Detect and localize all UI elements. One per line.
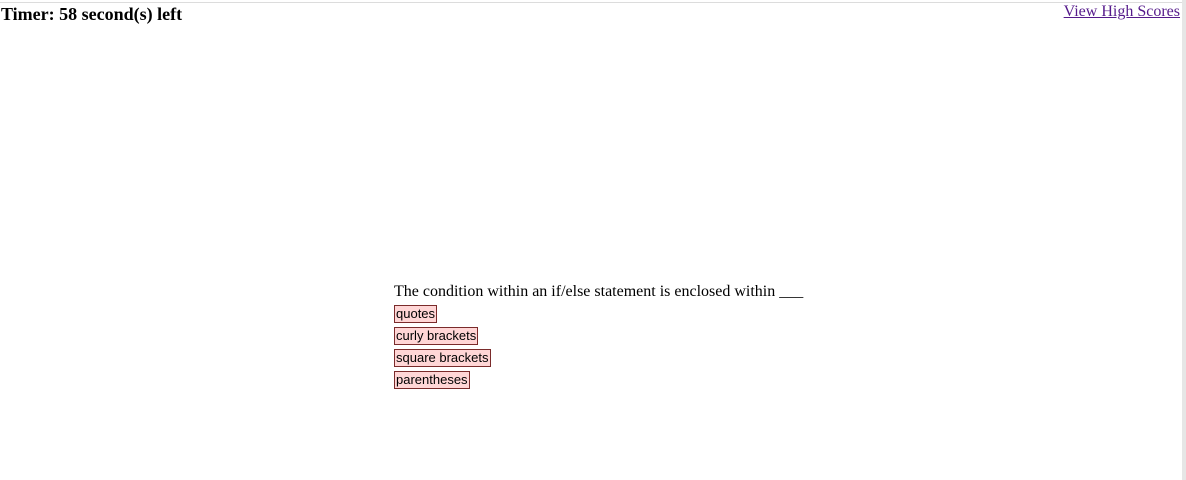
choice-button-parentheses[interactable]: parentheses — [396, 372, 468, 387]
top-border-line — [0, 2, 1186, 3]
timer-display: Timer: 58 second(s) left — [1, 4, 183, 24]
choice-button-quotes[interactable]: quotes — [396, 306, 436, 321]
question-text: The condition within an if/else statement is enclosed within ___ — [394, 283, 804, 300]
quiz-container — [394, 282, 803, 393]
choice-button-square-brackets[interactable]: square brackets — [396, 350, 489, 365]
view-high-scores-link[interactable]: View High Scores — [1063, 3, 1180, 20]
choice-button-curly-brackets[interactable]: curly brackets — [396, 328, 477, 343]
scrollbar[interactable] — [1182, 0, 1186, 480]
